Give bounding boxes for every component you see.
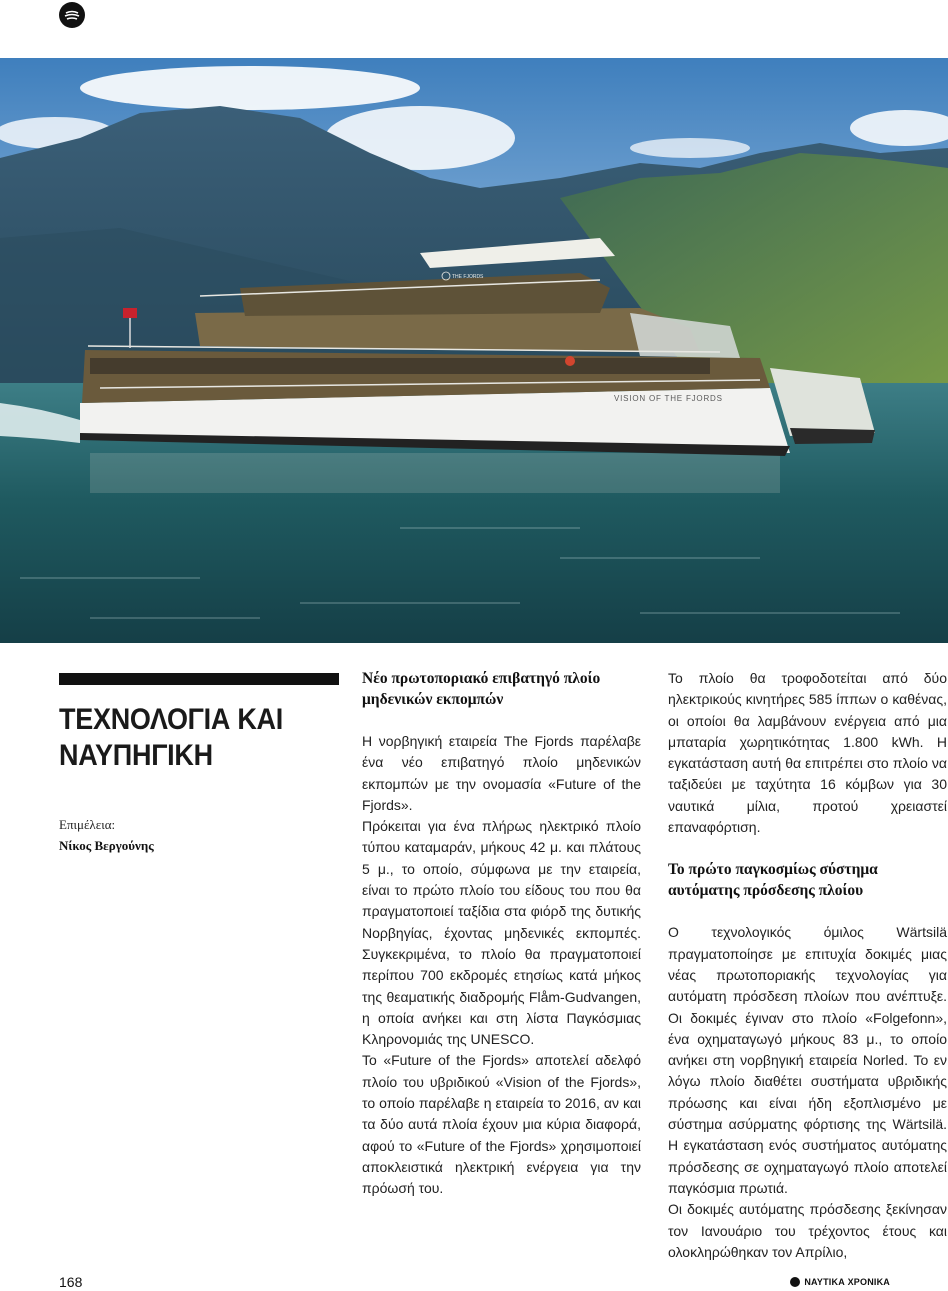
- section-title: ΤΕΧΝΟΛΟΓΙΑ ΚΑΙ ΝΑΥΠΗΓΙΚΗ: [59, 703, 284, 772]
- article1-paragraph-4: Το πλοίο θα τροφοδοτείται από δύο ηλεκτρικούς κινητήρες 585 ίππων ο καθένας, οι οποίοι θα λαμβάνουν ενέργεια από μια μπαταρία χωρητικότητας 1.800 kWh. Η εγκατάσταση αυτή θα επιτρέπει στο πλοίο να ταξιδεύει με ταχύτητα 16 κόμβων για 30 ναυτικά μίλια, προτού χρειαστεί επαναφόρτιση.: [668, 670, 947, 836]
- deck-logo-text: THE FJORDS: [452, 274, 484, 280]
- article-column-right: [668, 668, 947, 1263]
- ship-wave-icon: [59, 2, 85, 28]
- article2-paragraph-1: Ο τεχνολογικός όμιλος Wärtsilä πραγματοποίησε με επιτυχία δοκιμές μιας νέας πρωτοποριακής τεχνολογίας για αυτόματη πρόσδεση πλοίων που ανέπτυξε. Οι δοκιμές έγιναν στο πλοίο «Folgefonn», ένα οχηματαγωγό μήκους 83 μ., το οποίο ανήκει στη νορβηγική εταιρεία Norled. Το εν λόγω πλοίο διαθέτει συστήματα υβριδικής πρόωσης και είναι ήδη εξοπλισμένο με σύστημα ασύρματης φόρτισης της Wärtsilä. Η εγκατάσταση ενός συστήματος αυτόματης πρόσδεσης σε οχηματαγωγό πλοίο αποτελεί παγκόσμια πρωτιά.: [668, 924, 947, 1196]
- editor-label: Επιμέλεια:: [59, 817, 116, 832]
- page-number: 168: [59, 1274, 83, 1290]
- magazine-logo-icon: [790, 1277, 800, 1287]
- hull-name-text: VISION OF THE FJORDS: [614, 394, 723, 403]
- magazine-logo-badge: [59, 2, 85, 28]
- article-column-left: [362, 668, 641, 1200]
- editor-name: Νίκος Βεργούνης: [59, 838, 154, 853]
- footer-brand: [790, 1277, 890, 1287]
- magazine-name: ΝΑΥΤΙΚΑ ΧΡΟΝΙΚΑ: [804, 1277, 890, 1287]
- hero-photo-ferry-fjord: [0, 58, 948, 643]
- lifebuoy-icon: [565, 356, 575, 366]
- article1-paragraph-3: Το «Future of the Fjords» αποτελεί αδελφό πλοίο του υβριδικού «Vision of the Fjords», το οποίο παρέλαβε η εταιρεία το 2016, αν και τα δύο αυτά πλοία έχουν μια κύρια διαφορά, αφού το «Future of the Fjords» χρησιμοποιεί αποκλειστικά ηλεκτρική ενέργεια για την πρόωσή του.: [362, 1052, 641, 1197]
- section-rule: [59, 673, 339, 685]
- article2-heading: Το πρώτο παγκοσμίως σύστημα αυτόματης πρόσδεσης πλοίου: [668, 861, 878, 900]
- article1-paragraph-2: Πρόκειται για ένα πλήρως ηλεκτρικό πλοίο τύπου καταμαράν, μήκους 42 μ. και πλάτους 5 μ., το οποίο, σύμφωνα με την εταιρεία, είναι το πρώτο πλοίο του είδους του που θα πραγματοποιεί ταξίδια στα φιόρδ της δυτικής Νορβηγίας, έχοντας μηδενικές εκπομπές. Συγκεκριμένα, το πλοίο θα πραγματοποιεί περίπου 700 εκδρομές ετησίως κατά μήκος της θεαματικής διαδρομής Flåm-Gudvangen, η οποία ανήκει και στη λίστα Παγκόσμιας Κληρονομιάς της UNESCO.: [362, 818, 641, 1048]
- article1-heading: Νέο πρωτοποριακό επιβατηγό πλοίο μηδενικών εκπομπών: [362, 670, 601, 708]
- article1-paragraph-1: Η νορβηγική εταιρεία The Fjords παρέλαβε ένα νέο επιβατηγό πλοίο μηδενικών εκπομπών με την ονομασία «Future of the Fjords».: [362, 733, 641, 813]
- article2-paragraph-2: Οι δοκιμές αυτόματης πρόσδεσης ξεκίνησαν τον Ιανουάριο του τρέχοντος έτους και ολοκληρώθηκαν τον Απρίλιο,: [668, 1201, 947, 1260]
